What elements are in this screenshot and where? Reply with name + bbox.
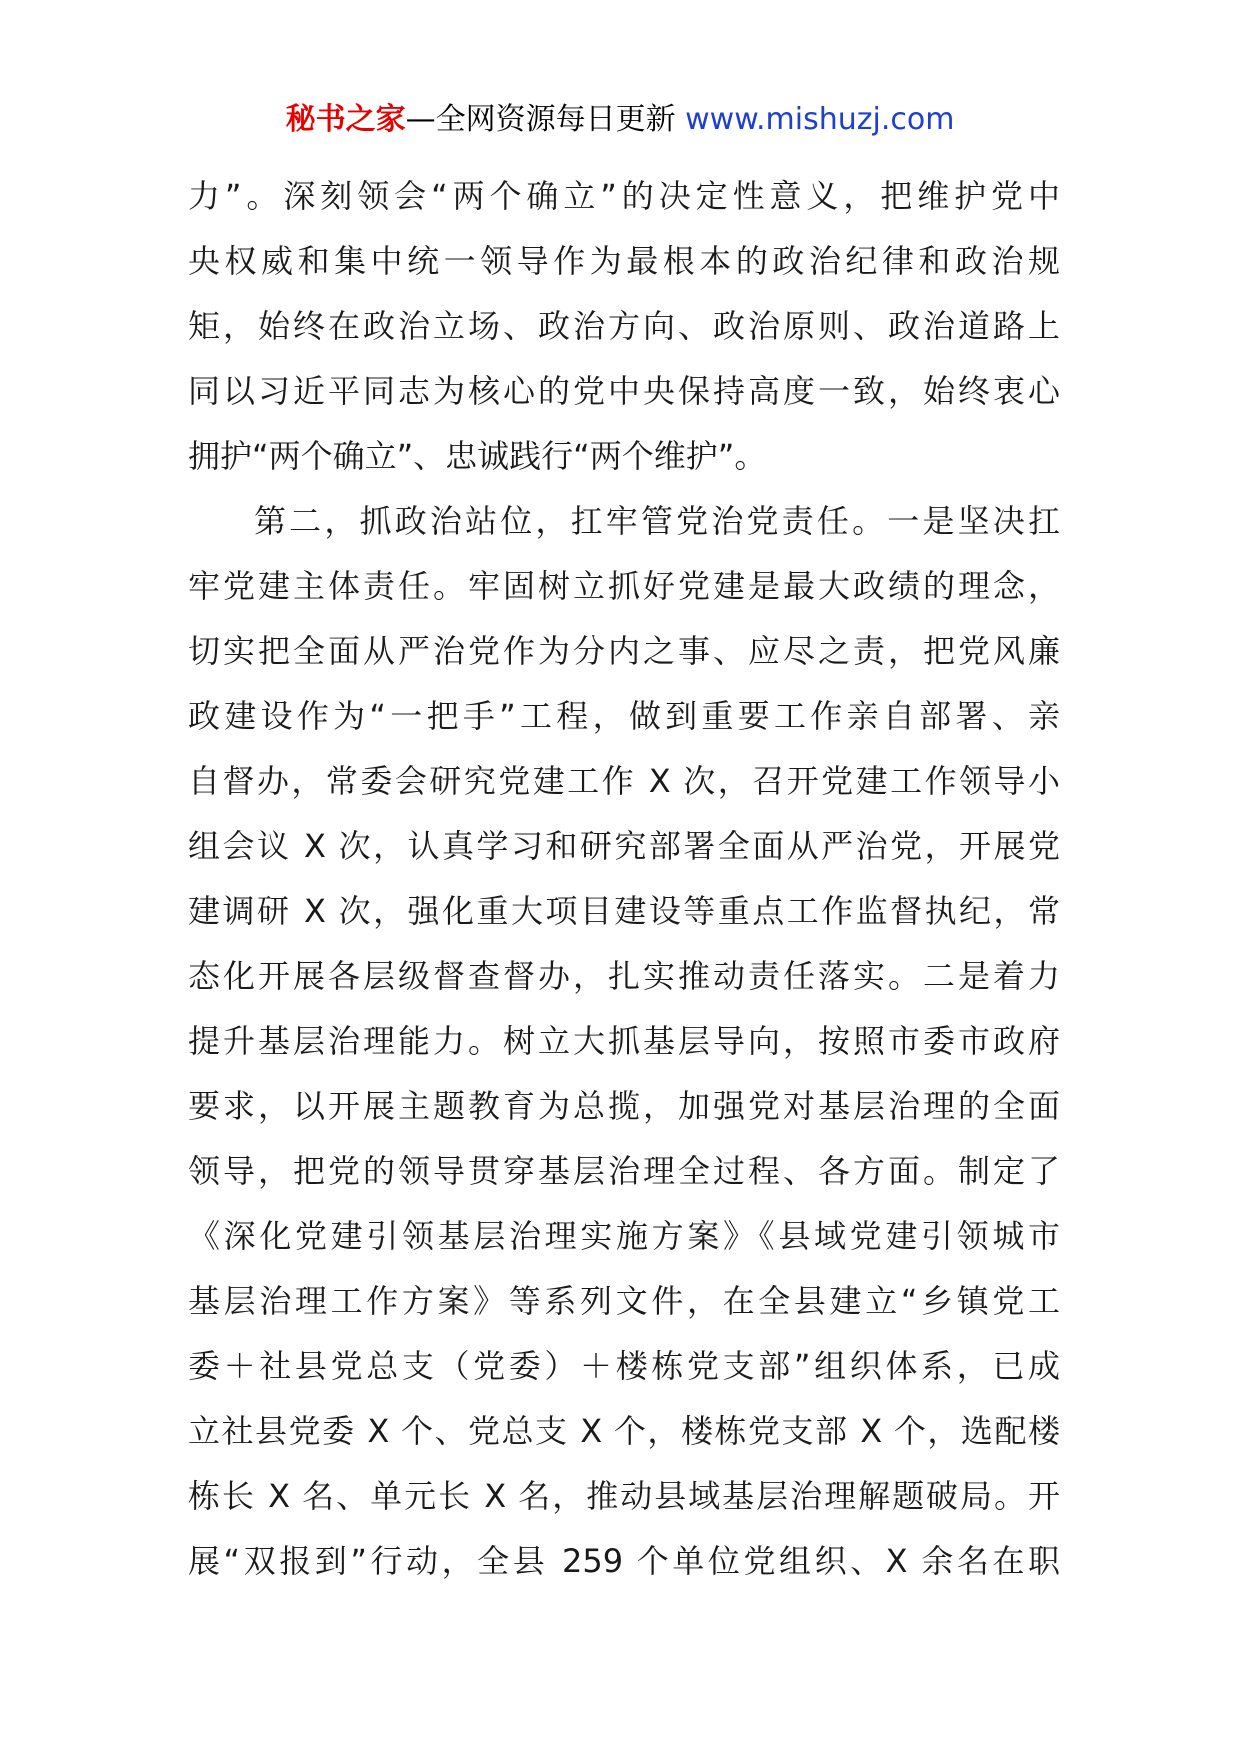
- text-line: 矩，始终在政治立场、政治方向、政治原则、政治道路上: [188, 307, 1060, 345]
- text-line: 拥护“两个确立”、忠诚践行“两个维护”。: [188, 437, 767, 475]
- text-line: 基层治理工作方案》等系列文件，在全县建立“乡镇党工: [188, 1282, 1060, 1320]
- text-line: 央权威和集中统一领导作为最根本的政治纪律和政治规: [188, 242, 1060, 280]
- text-line: 态化开展各层级督查督办，扎实推动责任落实。二是着力: [188, 957, 1060, 995]
- text-line: 力”。深刻领会“两个确立”的决定性意义，把维护党中: [188, 177, 1060, 215]
- text-line: 栋长 X 名、单元长 X 名，推动县域基层治理解题破局。开: [188, 1477, 1060, 1515]
- text-line: 切实把全面从严治党作为分内之事、应尽之责，把党风廉: [188, 632, 1060, 670]
- text-line: 同以习近平同志为核心的党中央保持高度一致，始终衷心: [188, 372, 1060, 410]
- site-brand: 秘书之家: [285, 102, 406, 137]
- text-line: 自督办，常委会研究党建工作 X 次，召开党建工作领导小: [188, 762, 1060, 800]
- text-line: 牢党建主体责任。牢固树立抓好党建是最大政绩的理念，: [188, 567, 1060, 605]
- text-line: 政建设作为“一把手”工程，做到重要工作亲自部署、亲: [188, 697, 1060, 735]
- text-line: 领导，把党的领导贯穿基层治理全过程、各方面。制定了: [188, 1152, 1060, 1190]
- site-slogan: —全网资源每日更新: [405, 102, 686, 137]
- document-body: [188, 164, 1060, 1594]
- text-line: 建调研 X 次，强化重大项目建设等重点工作监督执纪，常: [188, 892, 1060, 930]
- text-line: 《深化党建引领基层治理实施方案》《县域党建引领城市: [188, 1217, 1060, 1255]
- text-line: 组会议 X 次，认真学习和研究部署全面从严治党，开展党: [188, 827, 1060, 865]
- text-line: 提升基层治理能力。树立大抓基层导向，按照市委市政府: [188, 1022, 1060, 1060]
- paragraph-start-line: 第二，抓政治站位，扛牢管党治党责任。一是坚决扛: [254, 502, 1060, 540]
- text-line: 立社县党委 X 个、党总支 X 个，楼栋党支部 X 个，选配楼: [188, 1412, 1060, 1450]
- site-header: [0, 100, 1240, 140]
- text-line: 展“双报到”行动，全县 259 个单位党组织、X 余名在职: [188, 1542, 1060, 1580]
- text-line: 委＋社县党总支（党委）＋楼栋党支部”组织体系，已成: [188, 1347, 1060, 1385]
- text-line: 要求，以开展主题教育为总揽，加强党对基层治理的全面: [188, 1087, 1060, 1125]
- site-url-link[interactable]: www.mishuzj.com: [685, 102, 955, 137]
